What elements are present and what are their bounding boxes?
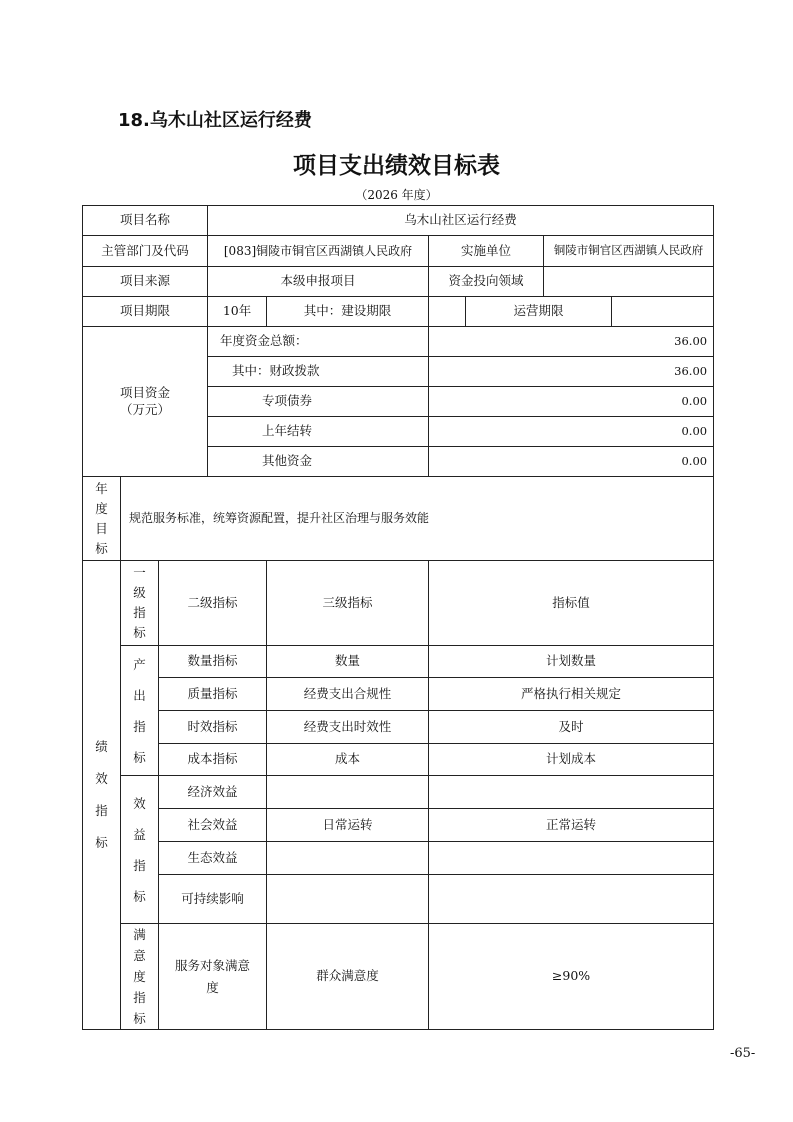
annual-goal-label: 年度目标 — [83, 477, 121, 561]
level3-cell: 群众满意度 — [267, 924, 429, 1030]
fund-row-label: 上年结转 — [208, 417, 429, 447]
fund-row-label: 其他资金 — [208, 447, 429, 477]
source-label: 项目来源 — [83, 267, 208, 297]
value-cell: 及时 — [429, 711, 714, 744]
level3-cell — [267, 776, 429, 809]
dept-label: 主管部门及代码 — [83, 236, 208, 267]
funds-label-line1: 项目资金 — [120, 384, 171, 400]
header-value: 指标值 — [429, 561, 714, 646]
project-name-value: 乌木山社区运行经费 — [208, 206, 714, 236]
level2-cell: 可持续影响 — [159, 875, 267, 924]
level3-cell: 成本 — [267, 744, 429, 776]
level3-cell — [267, 875, 429, 924]
value-cell — [429, 842, 714, 875]
level2-cell: 数量指标 — [159, 646, 267, 678]
performance-goal-table — [82, 205, 714, 1030]
level2-cell: 时效指标 — [159, 711, 267, 744]
field-value — [544, 267, 714, 297]
unit-value: 铜陵市铜官区西湖镇人民政府 — [544, 236, 714, 267]
value-cell: ≥90% — [429, 924, 714, 1030]
group-benefit: 效益指标 — [121, 776, 159, 924]
group-output: 产出指标 — [121, 646, 159, 776]
section-heading: 18.乌木山社区运行经费 — [118, 110, 312, 131]
build-period-value — [429, 297, 466, 327]
value-cell: 计划数量 — [429, 646, 714, 678]
level2-cell: 成本指标 — [159, 744, 267, 776]
period-value: 10年 — [208, 297, 267, 327]
project-name-label: 项目名称 — [83, 206, 208, 236]
level2-cell: 经济效益 — [159, 776, 267, 809]
level3-cell: 经费支出时效性 — [267, 711, 429, 744]
level2-cell: 服务对象满意度 — [159, 924, 267, 1030]
fund-row-label: 专项债券 — [208, 387, 429, 417]
header-level1: 一级指标 — [121, 561, 159, 646]
fund-row-label: 年度资金总额： — [208, 327, 429, 357]
value-cell: 严格执行相关规定 — [429, 678, 714, 711]
fund-row-label: 其中：财政拨款 — [208, 357, 429, 387]
ops-period-value — [612, 297, 714, 327]
field-label: 资金投向领域 — [429, 267, 544, 297]
group-satisfaction: 满意度指标 — [121, 924, 159, 1030]
level2-cell: 质量指标 — [159, 678, 267, 711]
unit-label: 实施单位 — [429, 236, 544, 267]
level3-cell — [267, 842, 429, 875]
source-value: 本级申报项目 — [208, 267, 429, 297]
performance-label: 绩效指标 — [83, 561, 121, 1030]
level2-cell: 社会效益 — [159, 809, 267, 842]
level3-cell: 经费支出合规性 — [267, 678, 429, 711]
funds-label-line2: （万元） — [120, 401, 171, 417]
fund-row-value: 36.00 — [429, 357, 714, 387]
annual-goal-text: 规范服务标准，统筹资源配置，提升社区治理与服务效能 — [121, 477, 714, 561]
page-number: -65- — [730, 1046, 756, 1061]
level3-cell: 数量 — [267, 646, 429, 678]
value-cell: 计划成本 — [429, 744, 714, 776]
period-label: 项目期限 — [83, 297, 208, 327]
value-cell — [429, 875, 714, 924]
dept-value: [083]铜陵市铜官区西湖镇人民政府 — [208, 236, 429, 267]
fund-row-value: 0.00 — [429, 387, 714, 417]
build-period-label: 其中：建设期限 — [267, 297, 429, 327]
fund-row-value: 36.00 — [429, 327, 714, 357]
level2-cell: 生态效益 — [159, 842, 267, 875]
level3-cell: 日常运转 — [267, 809, 429, 842]
header-level3: 三级指标 — [267, 561, 429, 646]
page-title: 项目支出绩效目标表 — [293, 153, 500, 179]
year-label: （2026 年度） — [355, 188, 438, 202]
value-cell — [429, 776, 714, 809]
fund-row-value: 0.00 — [429, 447, 714, 477]
ops-period-label: 运营期限 — [466, 297, 612, 327]
funds-label — [83, 327, 208, 477]
header-level2: 二级指标 — [159, 561, 267, 646]
fund-row-value: 0.00 — [429, 417, 714, 447]
value-cell: 正常运转 — [429, 809, 714, 842]
